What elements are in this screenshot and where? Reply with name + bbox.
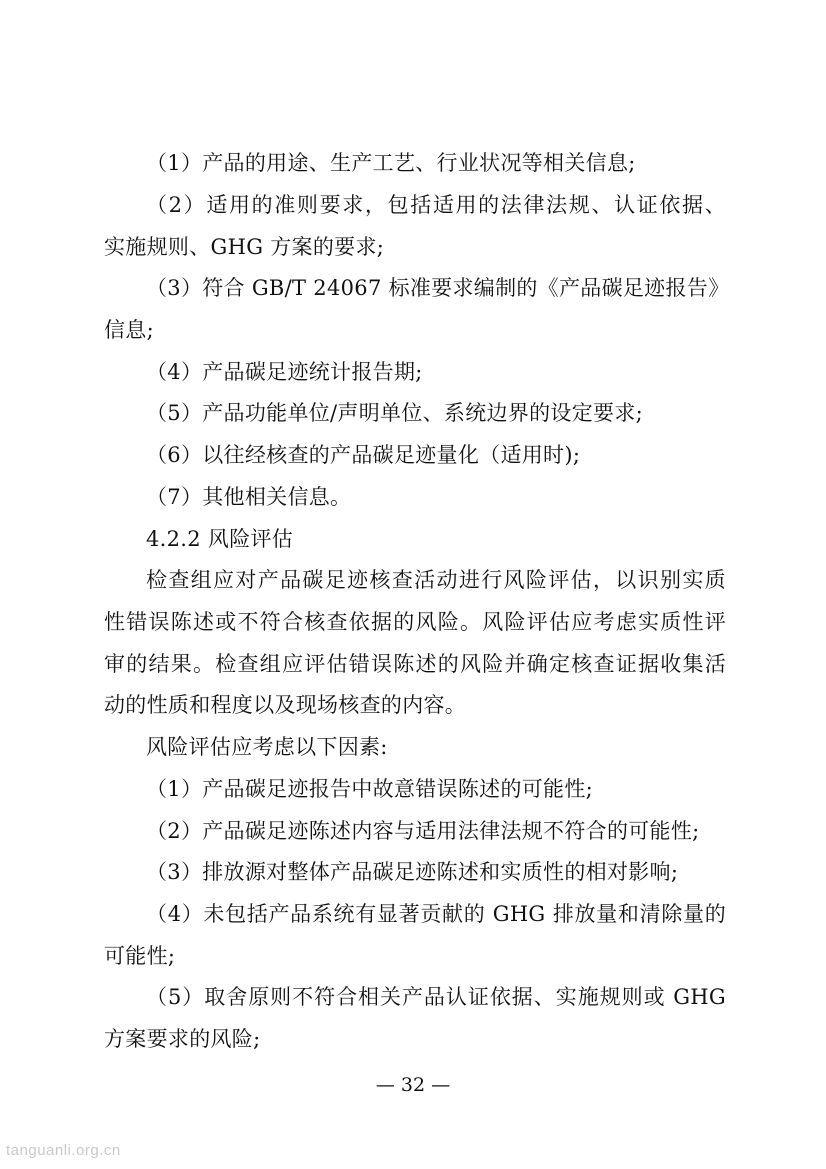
watermark: tanguanli.org.cn (6, 1142, 121, 1159)
text-line: （3）排放源对整体产品碳足迹陈述和实质性的相对影响; (146, 860, 679, 884)
section-heading: 4.2.2 风险评估 (146, 527, 294, 551)
text-line: （3）符合 GB/T 24067 标准要求编制的《产品碳足迹报告》 (146, 276, 730, 300)
text-line: （1）产品的用途、生产工艺、行业状况等相关信息; (146, 151, 636, 175)
text-line: （1）产品碳足迹报告中故意错误陈述的可能性; (146, 777, 594, 801)
text-line: 方案要求的风险; (104, 1027, 261, 1051)
text-line: （2）适用的准则要求，包括适用的法律法规、认证依据、 (146, 193, 726, 217)
text-line: 性错误陈述或不符合核查依据的风险。风险评估应考虑实质性评 (104, 610, 726, 634)
page-number: — 32 — (375, 1074, 451, 1096)
text-line: （4）未包括产品系统有显著贡献的 GHG 排放量和清除量的 (146, 902, 726, 926)
text-line: 可能性; (104, 944, 176, 968)
text-line: （7）其他相关信息。 (146, 485, 352, 509)
text-line: （5）产品功能单位/声明单位、系统边界的设定要求; (146, 401, 644, 425)
text-line: （4）产品碳足迹统计报告期; (146, 360, 423, 384)
text-line: （5）取舍原则不符合相关产品认证依据、实施规则或 GHG (146, 985, 726, 1009)
text-line: 实施规则、GHG 方案的要求; (104, 235, 385, 259)
text-line: 动的性质和程度以及现场核查的内容。 (104, 693, 467, 717)
text-line: 风险评估应考虑以下因素: (146, 735, 388, 759)
text-line: （2）产品碳足迹陈述内容与适用法律法规不符合的可能性; (146, 819, 700, 843)
text-line: 审的结果。检查组应评估错误陈述的风险并确定核查证据收集活 (104, 652, 726, 676)
text-line: 信息; (104, 318, 154, 342)
text-line: 检查组应对产品碳足迹核查活动进行风险评估，以识别实质 (146, 568, 726, 592)
text-line: （6）以往经核查的产品碳足迹量化（适用时); (146, 443, 581, 467)
